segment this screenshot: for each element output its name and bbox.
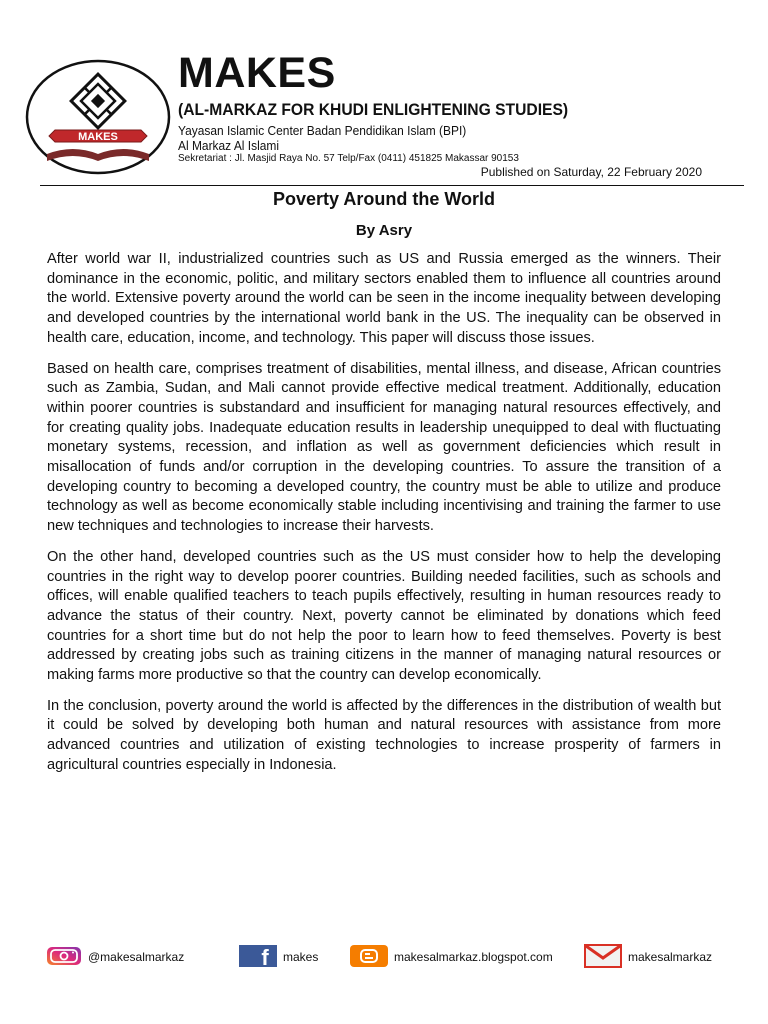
- instagram-icon: [46, 946, 82, 969]
- header-divider: [40, 185, 744, 186]
- facebook-link[interactable]: [239, 944, 318, 970]
- gmail-address: makesalmarkaz: [628, 950, 713, 964]
- gmail-icon: [584, 944, 622, 971]
- makes-logo-graphic: [25, 58, 171, 176]
- paragraph: On the other hand, developed countries such as the US must consider how to help the developing countries in the right way to develop poorer countries. Building needed facilities, such as schools and offices, will enable qualified teachers to teach pupils effectively, resulting in human resources ready to advance the status of their country. Next, poverty cannot be eliminated by donations which feed countries for a short time but do not help the poor to learn how to feed themselves. Poverty is best addressed by creating jobs such as training citizens in the manner of managing natural resources or making farms more productive so that the country can develop economically.: [47, 548, 721, 684]
- makes-logo: [25, 58, 171, 176]
- blogger-address: makesalmarkaz.blogspot.com: [394, 950, 553, 964]
- org-name: MAKES: [178, 49, 336, 97]
- org-subtitle: Al Markaz Al Islami: [178, 138, 280, 153]
- blogger-icon: [350, 945, 388, 970]
- article-byline: By Asry: [355, 222, 413, 239]
- org-full-name: (AL-MARKAZ FOR KHUDI ENLIGHTENING STUDIES): [178, 100, 569, 119]
- published-date: Published on Saturday, 22 February 2020: [480, 165, 702, 179]
- svg-text:MAKES: MAKES: [78, 131, 118, 143]
- paragraph: After world war II, industrialized countries such as US and Russia emerged as the winners. Their dominance in the economic, politic, and military sectors enabled them to influence all countries around the world. Extensive poverty around the world can be seen in the income inequality between developing and developed countries by the international world bank in the US. The inequality can be observed in health care, education, income, and technology. This paper will discuss those issues.: [47, 251, 721, 346]
- blogger-link[interactable]: [350, 944, 553, 970]
- facebook-name: makes: [283, 950, 319, 964]
- svg-text:f: f: [261, 944, 269, 967]
- facebook-icon: [239, 945, 277, 970]
- social-footer: [0, 944, 768, 970]
- paragraph: In the conclusion, poverty around the world is affected by the differences in the distribution of wealth but it could be solved by developing both human and natural resources with assistance from more advanced countries and utilization of existing technologies to increase prosperity of farmers in agricultural countries especially in Indonesia.: [47, 697, 721, 773]
- instagram-handle: @makesalmarkaz: [88, 950, 185, 964]
- article-body: [47, 250, 721, 787]
- article-title: Poverty Around the World: [272, 189, 495, 209]
- paragraph: Based on health care, comprises treatment of disabilities, mental illness, and disease, African countries such as Zambia, Sudan, and Mali cannot provide effective medical treatment. Additionally, education within poorer countries is substandard and insufficient for managing natural resources effectively, and for creating quality jobs. Inadequate education results in leadership unequipped to deal with fluctuating monetary systems, recession, and inflation as well as government deficiencies which result in misallocation of funds and/or corruption in the developing countries. To assure the transition of a developing country to becoming a developed country, the country must be able to utilize and produce technology as well as become economically stable including incentivising and training the farmer to use new techniques and technologies to increase their harvests.: [47, 360, 721, 535]
- org-foundation: Yayasan Islamic Center Badan Pendidikan Islam (BPI): [178, 123, 467, 138]
- gmail-link[interactable]: [584, 944, 712, 970]
- instagram-link[interactable]: [46, 944, 184, 970]
- org-address: Sekretariat : Jl. Masjid Raya No. 57 Telp/Fax (0411) 451825 Makassar 90153: [178, 153, 519, 164]
